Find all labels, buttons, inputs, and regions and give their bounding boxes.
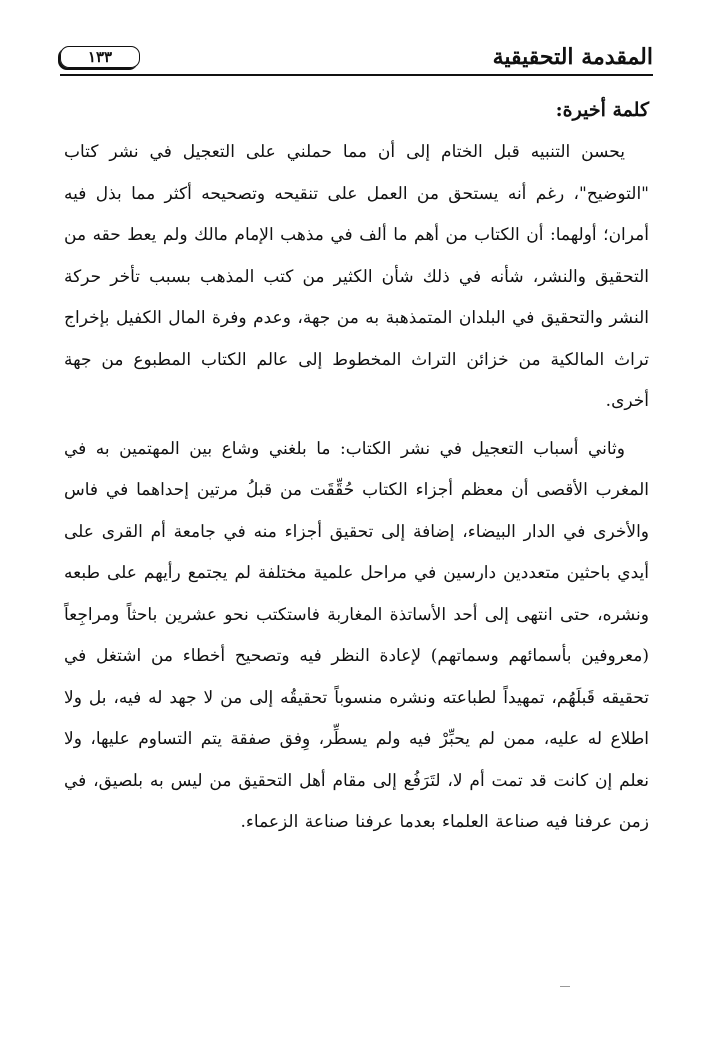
paragraph-2: وثاني أسباب التعجيل في نشر الكتاب: ما بلغني وشاع بين المهتمين به في المغرب الأقصى أن معظم أجزاء الكتاب حُقِّقَت من قبلُ مرتين إحداهما في فاس والأخرى في الدار البيضاء، إضافة إلى تحقيق أجزاء منه في جامعة أم القرى على أيدي باحثين متعددين دارسين في مراحل علمية مختلفة لم يجتمع رأيهم على طبعه ونشره، حتى انتهى إلى أحد الأساتذة المغاربة فاستكتب نحو عشرين باحثاً ومراجِعاً (معروفين بأسمائهم وسماتهم) لإعادة النظر فيه وتصحيح أخطاء من اشتغل في تحقيقه قَبلَهُم، تمهيداً لطباعته ونشره منسوباً تحقيقُه إلى من لا جهد له فيه، بل ولا اطلاع له عليه، ممن لم يحبِّرْ فيه ولم يسطِّر، وِفق صفقة يتم التساوم عليها، ولا نعلم إن كانت قد تمت أم لا، لتَرَفُع إلى مقام أهل التحقيق من ليس به بلصيق، في زمن عرفنا فيه صناعة العلماء بعدما عرفنا صناعة الزعماء. <box>64 438 649 832</box>
running-title: المقدمة التحقيقية <box>492 44 653 70</box>
page-content <box>64 92 649 850</box>
header-rule <box>60 74 653 76</box>
section-heading: كلمة أخيرة: <box>555 99 649 121</box>
page-header <box>60 40 653 80</box>
footer-mark <box>560 986 570 987</box>
page-number: ١٣٣ <box>60 46 140 68</box>
paragraph-1: يحسن التنبيه قبل الختام إلى أن مما حملني على التعجيل في نشر كتاب "التوضيح"، رغم أنه يستحق من العمل على تنقيحه وتصحيحه أكثر مما بذل فيه أمران؛ أولهما: أن الكتاب من أهم ما ألف في مذهب الإمام مالك ولم يعط حقه من التحقيق والنشر، شأنه في ذلك شأن الكثير من كتب المذهب بسبب تأخر حركة النشر والتحقيق في البلدان المتمذهبة به من جهة، وعدم وفرة المال الكفيل بإخراج تراث المالكية من خزائن التراث المخطوط إلى عالم الكتاب المطبوع من جهة أخرى. <box>64 142 649 411</box>
